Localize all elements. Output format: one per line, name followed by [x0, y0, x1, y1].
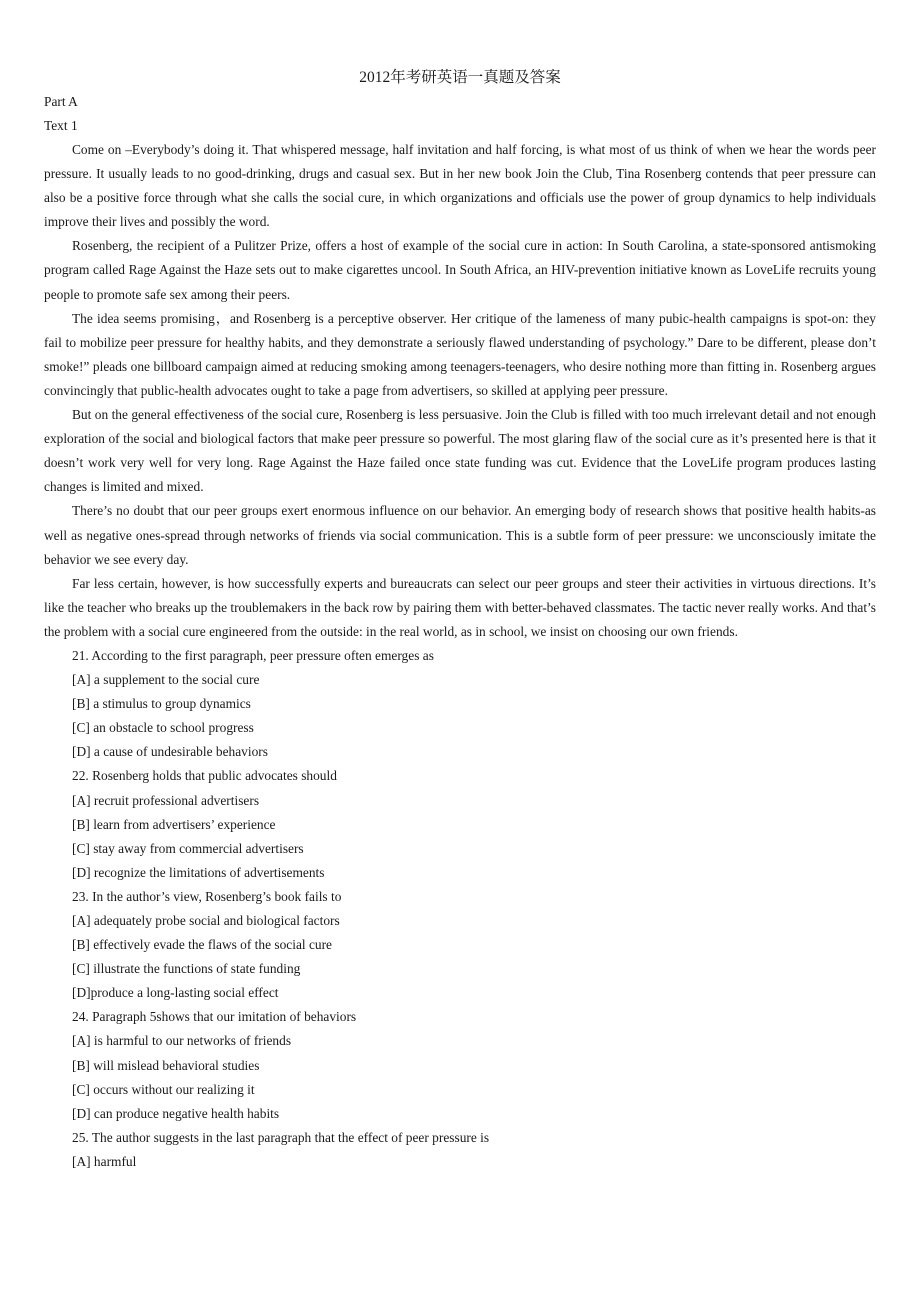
paragraph-5: There’s no doubt that our peer groups exert enormous influence on our behavior. An emerging body of research shows that positive health habits-as well as negative ones-spread through networks of friends via social communication. This is a subtle form of peer pressure: we unconsciously imitate the behavior we see every day. [44, 503, 876, 567]
question-stem: 25. The author suggests in the last paragraph that the effect of peer pressure is [72, 1129, 490, 1145]
option-a: [A] is harmful to our networks of friends [72, 1033, 292, 1049]
option-c: [C] occurs without our realizing it [72, 1081, 255, 1097]
option-a: [A] adequately probe social and biological factors [72, 913, 340, 928]
option-b: [B] effectively evade the flaws of the social cure [72, 937, 333, 953]
document-page [44, 66, 876, 1174]
option-d: [D] a cause of undesirable behaviors [72, 744, 268, 760]
paragraph-4: But on the general effectiveness of the social cure, Rosenberg is less persuasive. Join the Club is filled with too much irrelevant detail and not enough exploration of the social and biological factors that make peer pressure so powerful. The most glaring flaw of the social cure as it’s presented here is that it doesn’t work very well for very long. Rage Against the Haze failed once state funding was cut. Evidence that the LoveLife program produces lasting changes is limited and mixed. [44, 407, 876, 495]
option-d: [D]produce a long-lasting social effect [72, 985, 279, 1001]
option-d: [D] can produce negative health habits [72, 1105, 280, 1121]
paragraph-6: Far less certain, however, is how successfully experts and bureaucrats can select our peer groups and steer their activities in virtuous directions. It’s like the teacher who breaks up the troublemakers in the back row by pairing them with better-behaved classmates. The tactic never really works. And that’s the problem with a social cure engineered from the outside: in the real world, as in school, we insist on choosing our own friends. [44, 575, 876, 639]
paragraph-3: The idea seems promising，and Rosenberg is a perceptive observer. Her critique of the lameness of many pubic-health campaigns is spot-on: they fail to mobilize peer pressure for healthy habits, and they demonstrate a seriously flawed understanding of psychology.” Dare to be different, please don’t smoke!” pleads one billboard campaign aimed at reducing smoking among teenagers-teenagers, who desire nothing more than fitting in. Rosenberg argues convincingly that public-health advocates ought to take a page from advertisers, so skilled at applying peer pressure. [44, 310, 876, 398]
question-stem: 23. In the author’s view, Rosenberg’s book fails to [72, 888, 342, 904]
question-stem: 22. Rosenberg holds that public advocates should [72, 768, 337, 784]
document-title: 2012年考研英语一真题及答案 [359, 69, 561, 86]
question-25 [44, 1126, 876, 1174]
paragraph-1: Come on –Everybody’s doing it. That whispered message, half invitation and half forcing, is what most of us think of when we hear the words peer pressure. It usually leads to no good-drinking, drugs and casual sex. But in her new book Join the Club, Tina Rosenberg contends that peer pressure can also be a positive force through what she calls the social cure, in which organizations and officials use the power of group dynamics to help individuals improve their lives and possibly the word. [44, 142, 876, 230]
question-24 [44, 1005, 876, 1125]
text-label: Text 1 [44, 118, 78, 133]
option-d: [D] recognize the limitations of advertisements [72, 864, 325, 880]
option-c: [C] illustrate the functions of state funding [72, 961, 301, 977]
option-b: [B] will mislead behavioral studies [72, 1057, 260, 1073]
paragraph-2: Rosenberg, the recipient of a Pulitzer Prize, offers a host of example of the social cure in action: In South Carolina, a state-sponsored antismoking program called Rage Against the Haze sets out to make cigarettes uncool. In South Africa, an HIV-prevention initiative known as LoveLife recruits young people to promote safe sex among their peers. [44, 238, 876, 302]
option-a: [A] a supplement to the social cure [72, 672, 260, 688]
option-c: [C] an obstacle to school progress [72, 720, 254, 736]
part-label: Part A [44, 94, 78, 109]
option-a: [A] harmful [72, 1153, 137, 1169]
question-23 [44, 885, 876, 1005]
question-stem: 21. According to the first paragraph, peer pressure often emerges as [72, 647, 434, 663]
option-b: [B] a stimulus to group dynamics [72, 696, 251, 712]
option-b: [B] learn from advertisers’ experience [72, 816, 276, 832]
option-c: [C] stay away from commercial advertisers [72, 840, 304, 856]
question-stem: 24. Paragraph 5shows that our imitation of behaviors [72, 1009, 357, 1025]
question-22 [44, 764, 876, 884]
option-a: [A] recruit professional advertisers [72, 792, 260, 808]
question-21 [44, 644, 876, 764]
